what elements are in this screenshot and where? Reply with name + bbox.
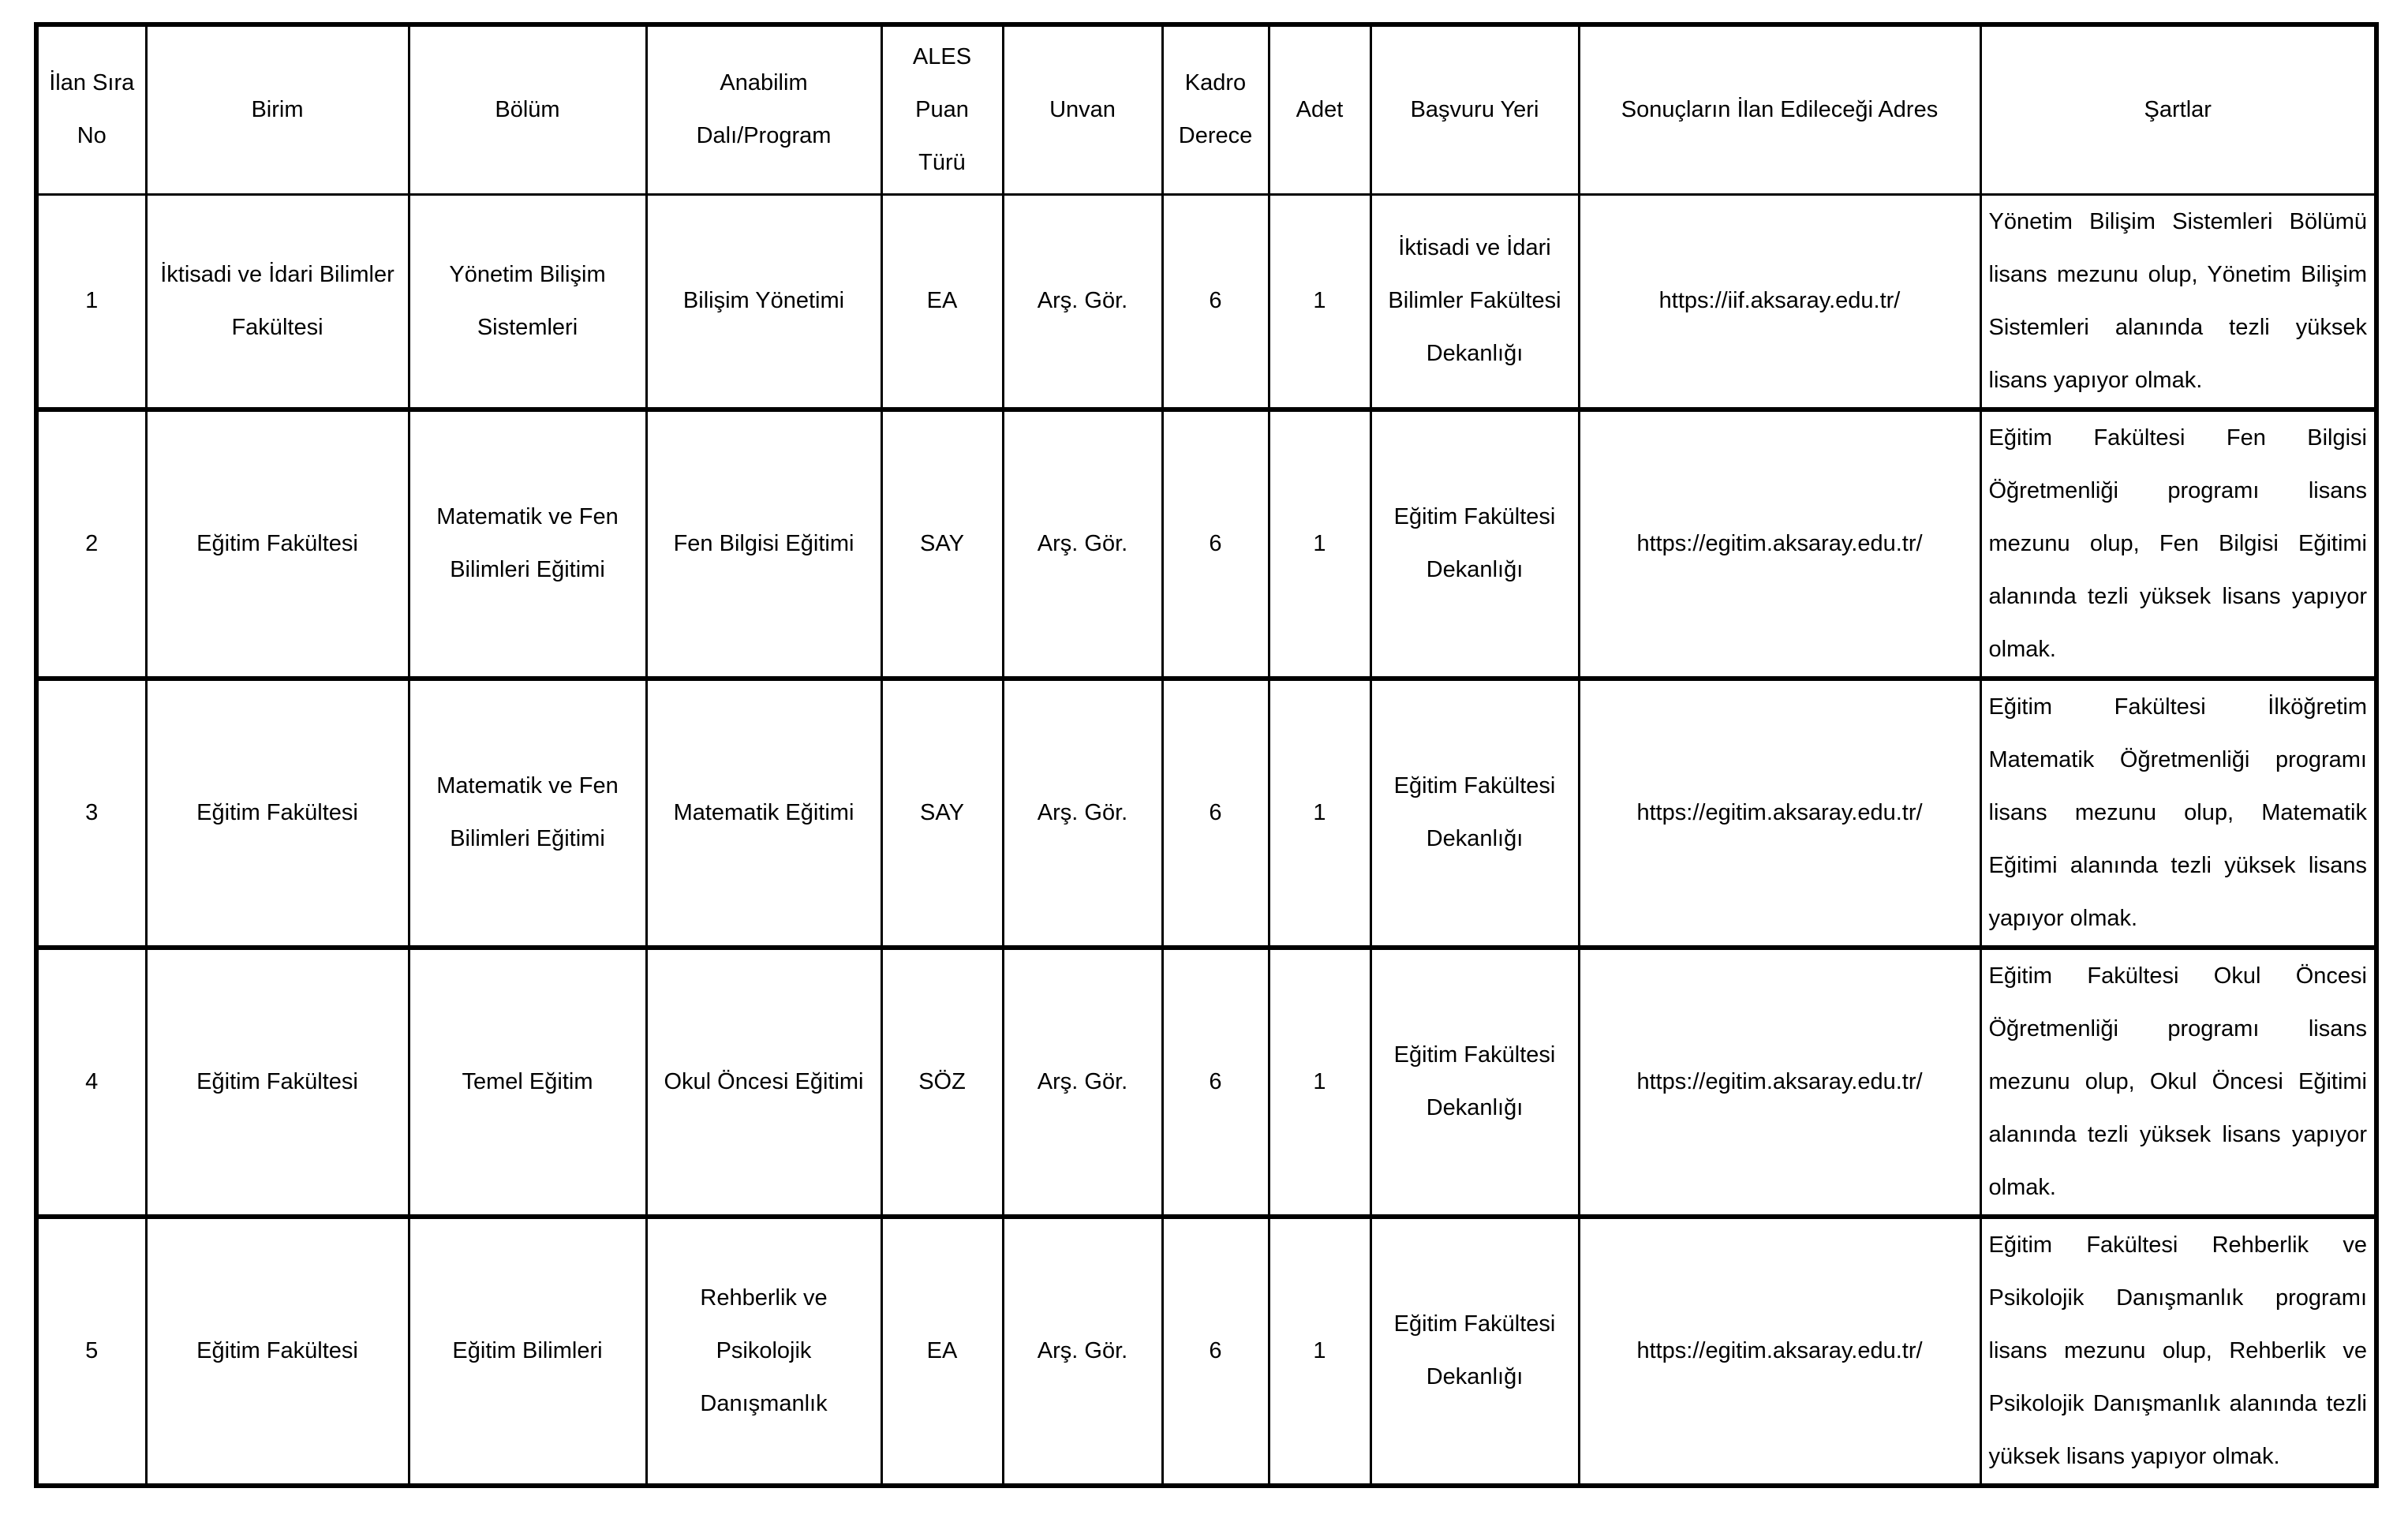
cell-adet: 1 <box>1269 679 1370 948</box>
cell-birim: Eğitim Fakültesi <box>146 679 409 948</box>
cell-anabilim-dali-program: Okul Öncesi Eğitimi <box>646 948 881 1217</box>
result-url-link[interactable]: https://iif.aksaray.edu.tr/ <box>1579 194 1980 409</box>
cell-basvuru-yeri: Eğitim Fakültesi Dekanlığı <box>1370 1217 1579 1486</box>
column-header-sonuc-adres: Sonuçların İlan Edileceği Adres <box>1579 24 1980 194</box>
table-row <box>36 194 2376 409</box>
cell-bolum: Yönetim Bilişim Sistemleri <box>409 194 646 409</box>
cell-adet: 1 <box>1269 409 1370 679</box>
cell-kadro-derece: 6 <box>1162 948 1269 1217</box>
cell-basvuru-yeri: Eğitim Fakültesi Dekanlığı <box>1370 948 1579 1217</box>
cell-bolum: Eğitim Bilimleri <box>409 1217 646 1486</box>
header-row <box>36 24 2376 194</box>
cell-birim: İktisadi ve İdari Bilimler Fakültesi <box>146 194 409 409</box>
cell-anabilim-dali-program: Rehberlik ve Psikolojik Danışmanlık <box>646 1217 881 1486</box>
cell-kadro-derece: 6 <box>1162 194 1269 409</box>
result-url-link[interactable]: https://egitim.aksaray.edu.tr/ <box>1579 679 1980 948</box>
cell-sartlar: Yönetim Bilişim Sistemleri Bölümü lisans mezunu olup, Yönetim Bilişim Sistemleri alanında tezli yüksek lisans yapıyor olmak. <box>1980 194 2376 409</box>
cell-ilan-sira-no: 3 <box>36 679 146 948</box>
cell-adet: 1 <box>1269 194 1370 409</box>
column-header-adet: Adet <box>1269 24 1370 194</box>
cell-adet: 1 <box>1269 948 1370 1217</box>
cell-birim: Eğitim Fakültesi <box>146 409 409 679</box>
cell-birim: Eğitim Fakültesi <box>146 948 409 1217</box>
cell-bolum: Temel Eğitim <box>409 948 646 1217</box>
cell-bolum: Matematik ve Fen Bilimleri Eğitimi <box>409 409 646 679</box>
cell-ilan-sira-no: 4 <box>36 948 146 1217</box>
column-header-basvuru-yeri: Başvuru Yeri <box>1370 24 1579 194</box>
table-row <box>36 948 2376 1217</box>
table-row <box>36 679 2376 948</box>
cell-anabilim-dali-program: Matematik Eğitimi <box>646 679 881 948</box>
cell-sartlar: Eğitim Fakültesi Rehberlik ve Psikolojik Danışmanlık programı lisans mezunu olup, Rehberlik ve Psikolojik Danışmanlık alanında tezli yüksek lisans yapıyor olmak. <box>1980 1217 2376 1486</box>
result-url-link[interactable]: https://egitim.aksaray.edu.tr/ <box>1579 1217 1980 1486</box>
cell-basvuru-yeri: Eğitim Fakültesi Dekanlığı <box>1370 409 1579 679</box>
table-row <box>36 1217 2376 1486</box>
cell-ales-puan-turu: SAY <box>881 409 1003 679</box>
column-header-ales-puan-turu: ALES Puan Türü <box>881 24 1003 194</box>
cell-ales-puan-turu: SÖZ <box>881 948 1003 1217</box>
cell-ilan-sira-no: 1 <box>36 194 146 409</box>
cell-adet: 1 <box>1269 1217 1370 1486</box>
cell-ales-puan-turu: EA <box>881 194 1003 409</box>
cell-kadro-derece: 6 <box>1162 679 1269 948</box>
cell-basvuru-yeri: İktisadi ve İdari Bilimler Fakültesi Dekanlığı <box>1370 194 1579 409</box>
column-header-birim: Birim <box>146 24 409 194</box>
column-header-kadro-derece: Kadro Derece <box>1162 24 1269 194</box>
result-url-link[interactable]: https://egitim.aksaray.edu.tr/ <box>1579 409 1980 679</box>
cell-ales-puan-turu: EA <box>881 1217 1003 1486</box>
cell-kadro-derece: 6 <box>1162 1217 1269 1486</box>
job-postings-table <box>34 22 2379 1488</box>
result-url-link[interactable]: https://egitim.aksaray.edu.tr/ <box>1579 948 1980 1217</box>
cell-sartlar: Eğitim Fakültesi Okul Öncesi Öğretmenliği programı lisans mezunu olup, Okul Öncesi Eğitimi alanında tezli yüksek lisans yapıyor olmak. <box>1980 948 2376 1217</box>
cell-unvan: Arş. Gör. <box>1003 679 1162 948</box>
cell-sartlar: Eğitim Fakültesi İlköğretim Matematik Öğretmenliği programı lisans mezunu olup, Matematik Eğitimi alanında tezli yüksek lisans yapıyor olmak. <box>1980 679 2376 948</box>
column-header-unvan: Unvan <box>1003 24 1162 194</box>
column-header-ilan-sira-no: İlan Sıra No <box>36 24 146 194</box>
cell-ilan-sira-no: 2 <box>36 409 146 679</box>
cell-unvan: Arş. Gör. <box>1003 1217 1162 1486</box>
cell-sartlar: Eğitim Fakültesi Fen Bilgisi Öğretmenliği programı lisans mezunu olup, Fen Bilgisi Eğitimi alanında tezli yüksek lisans yapıyor olmak. <box>1980 409 2376 679</box>
cell-anabilim-dali-program: Fen Bilgisi Eğitimi <box>646 409 881 679</box>
cell-anabilim-dali-program: Bilişim Yönetimi <box>646 194 881 409</box>
column-header-sartlar: Şartlar <box>1980 24 2376 194</box>
cell-ilan-sira-no: 5 <box>36 1217 146 1486</box>
column-header-bolum: Bölüm <box>409 24 646 194</box>
cell-ales-puan-turu: SAY <box>881 679 1003 948</box>
column-header-anabilim-dali-program: Anabilim Dalı/Program <box>646 24 881 194</box>
cell-unvan: Arş. Gör. <box>1003 948 1162 1217</box>
cell-birim: Eğitim Fakültesi <box>146 1217 409 1486</box>
table-row <box>36 409 2376 679</box>
cell-bolum: Matematik ve Fen Bilimleri Eğitimi <box>409 679 646 948</box>
cell-unvan: Arş. Gör. <box>1003 194 1162 409</box>
cell-basvuru-yeri: Eğitim Fakültesi Dekanlığı <box>1370 679 1579 948</box>
cell-kadro-derece: 6 <box>1162 409 1269 679</box>
cell-unvan: Arş. Gör. <box>1003 409 1162 679</box>
